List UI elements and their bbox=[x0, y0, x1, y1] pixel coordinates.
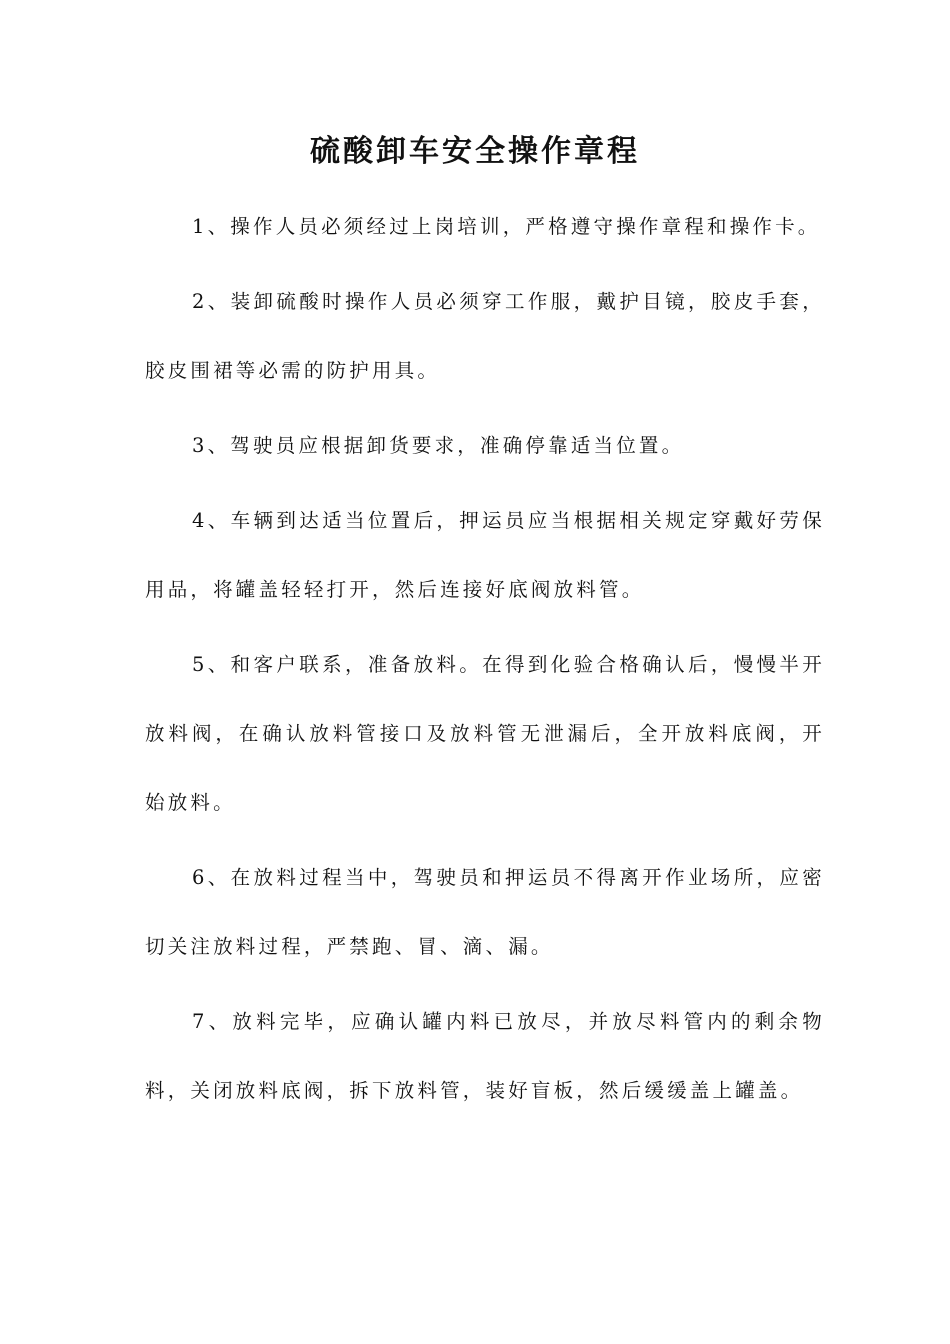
paragraph-2: 2、装卸硫酸时操作人员必须穿工作服，戴护目镜，胶皮手套，胶皮围裙等必需的防护用具。 bbox=[145, 290, 825, 382]
paragraph-1: 1、操作人员必须经过上岗培训，严格遵守操作章程和操作卡。 bbox=[192, 215, 821, 238]
document-body bbox=[145, 192, 825, 1131]
paragraph-6: 6、在放料过程当中，驾驶员和押运员不得离开作业场所，应密切关注放料过程，严禁跑、冒、滴、漏。 bbox=[145, 866, 825, 958]
document-title: 硫酸卸车安全操作章程 bbox=[310, 134, 640, 169]
paragraph-3: 3、驾驶员应根据卸货要求，准确停靠适当位置。 bbox=[192, 434, 685, 457]
paragraph-5: 5、和客户联系，准备放料。在得到化验合格确认后，慢慢半开放料阀，在确认放料管接口及放料管无泄漏后，全开放料底阀，开始放料。 bbox=[145, 653, 825, 814]
paragraph-4: 4、车辆到达适当位置后，押运员应当根据相关规定穿戴好劳保用品，将罐盖轻轻打开，然后连接好底阀放料管。 bbox=[145, 509, 825, 601]
paragraph-7: 7、放料完毕，应确认罐内料已放尽，并放尽料管内的剩余物料，关闭放料底阀，拆下放料管，装好盲板，然后缓缓盖上罐盖。 bbox=[145, 1010, 825, 1102]
